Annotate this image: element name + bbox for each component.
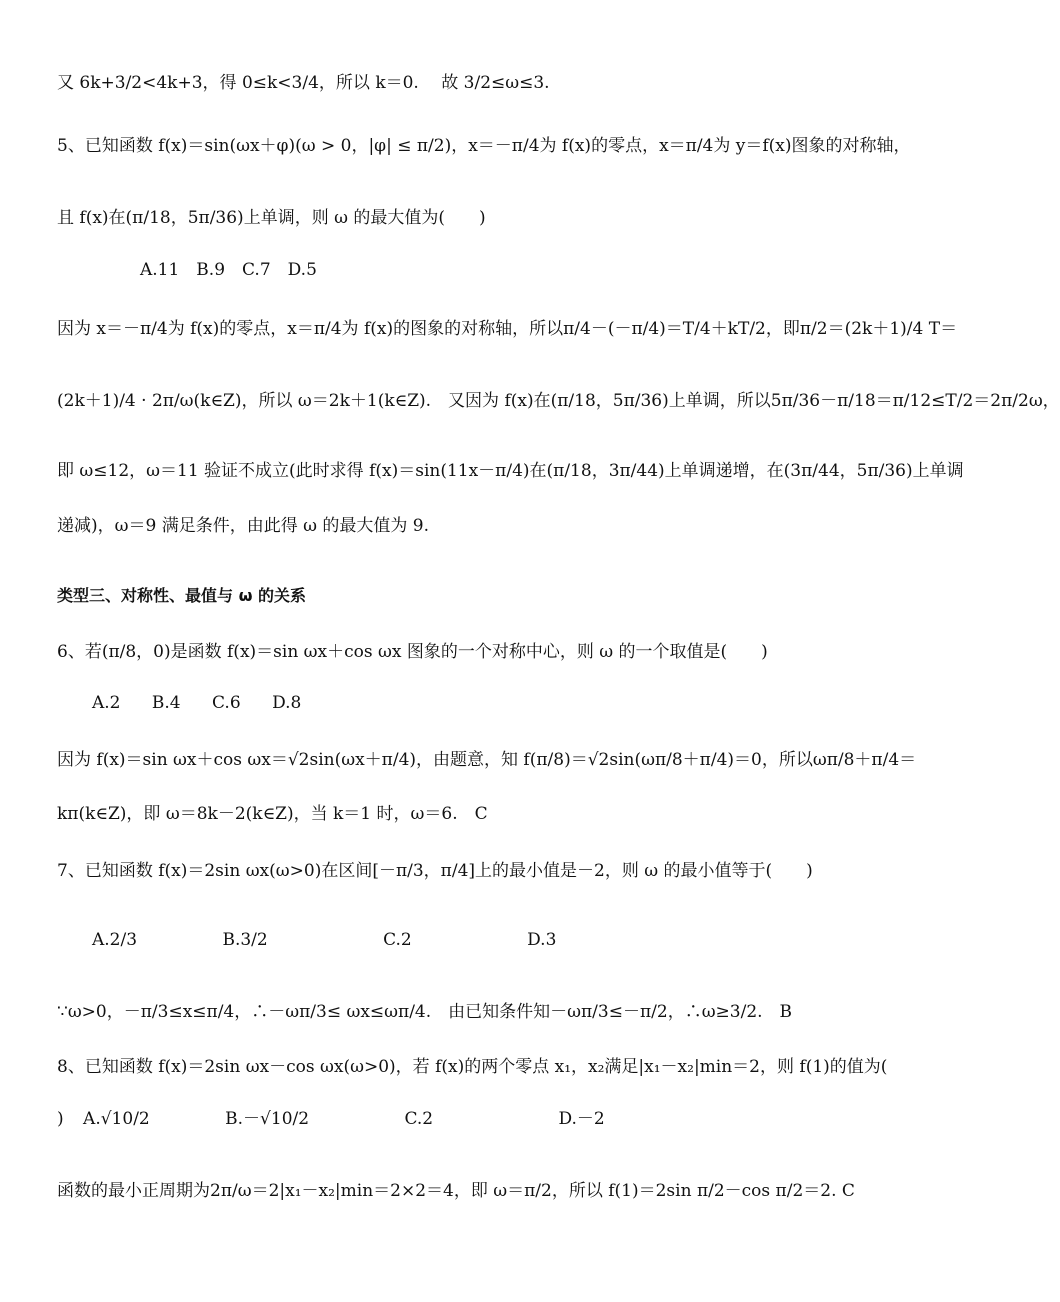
question-5-stem-cont: 且 f(x)在(π/18，5π/36)上单调，则 ω 的最大值为( ): [57, 208, 486, 228]
solution-5-line: (2k＋1)/4 · 2π/ω(k∈Z)，所以 ω＝2k＋1(k∈Z). 又因为 f(x)在(π/18，5π/36)上单调，所以5π/36－π/18＝π/12≤T/2＝2π/2ω，: [57, 391, 1060, 411]
solution-8-line: 函数的最小正周期为2π/ω＝2|x₁－x₂|min＝2×2＝4，即 ω＝π/2，所以 f(1)＝2sin π/2－cos π/2＝2. C: [57, 1181, 855, 1201]
solution-6-line: 因为 f(x)＝sin ωx＋cos ωx＝√2sin(ωx＋π/4)，由题意，知 f(π/8)＝√2sin(ωπ/8＋π/4)＝0，所以ωπ/8＋π/4＝: [57, 750, 917, 770]
option-a: A.2: [92, 693, 121, 713]
solution-5-line: 即 ω≤12，ω＝11 验证不成立(此时求得 f(x)＝sin(11x－π/4)在(π/18，3π/44)上单调递增，在(3π/44，5π/36)上单调: [57, 461, 964, 481]
section-heading: 类型三、对称性、最值与 ω 的关系: [57, 586, 307, 605]
option-b: B.4: [151, 693, 181, 713]
option-d: D.－2: [558, 1109, 605, 1129]
option-d: D.3: [527, 930, 557, 950]
solution-7-line: ∵ω>0，－π/3≤x≤π/4，∴－ωπ/3≤ ωx≤ωπ/4. 由已知条件知－ωπ/3≤－π/2，∴ω≥3/2. B: [57, 1002, 793, 1022]
question-8-stem: 8、已知函数 f(x)＝2sin ωx－cos ωx(ω>0)，若 f(x)的两个零点 x₁，x₂满足|x₁－x₂|min＝2，则 f(1)的值为(: [57, 1057, 888, 1077]
question-6-stem: 6、若(π/8，0)是函数 f(x)＝sin ωx＋cos ωx 图象的一个对称中心，则 ω 的一个取值是( ): [57, 642, 768, 662]
solution-6-line: kπ(k∈Z)，即 ω＝8k－2(k∈Z)，当 k＝1 时，ω＝6. C: [57, 804, 488, 824]
option-a: A.2/3: [92, 930, 138, 950]
option-c: C.6: [212, 693, 241, 713]
question-6-options: [92, 692, 880, 714]
solution-5-line: 因为 x＝－π/4为 f(x)的零点，x＝π/4为 f(x)的图象的对称轴，所以π/4－(－π/4)＝T/4＋kT/2，即π/2＝(2k＋1)/4 T＝: [57, 319, 958, 339]
option-c: C.2: [404, 1109, 434, 1129]
question-8-options: [57, 1108, 880, 1130]
option-d: D.8: [272, 693, 302, 713]
paren-close: ): [57, 1109, 64, 1129]
option-c: C.2: [383, 930, 412, 950]
question-5-stem: 5、已知函数 f(x)＝sin(ωx＋φ)(ω > 0，|φ| ≤ π/2)，x＝－π/4为 f(x)的零点，x＝π/4为 y＝f(x)图象的对称轴，: [57, 136, 911, 156]
solution-5-line: 递减)，ω＝9 满足条件，由此得 ω 的最大值为 9.: [57, 516, 430, 536]
question-5-options: A.11 B.9 C.7 D.5: [140, 260, 317, 280]
text-line: 又 6k+3/2<4k+3，得 0≤k<3/4，所以 k＝0. 故 3/2≤ω≤3.: [57, 73, 550, 93]
question-7-options: [92, 929, 880, 951]
option-b: B.3/2: [222, 930, 268, 950]
question-7-stem: 7、已知函数 f(x)＝2sin ωx(ω>0)在区间[－π/3，π/4]上的最小值是－2，则 ω 的最小值等于( ): [57, 861, 813, 881]
option-a: A.√10/2: [83, 1109, 150, 1129]
option-b: B.－√10/2: [225, 1109, 310, 1129]
